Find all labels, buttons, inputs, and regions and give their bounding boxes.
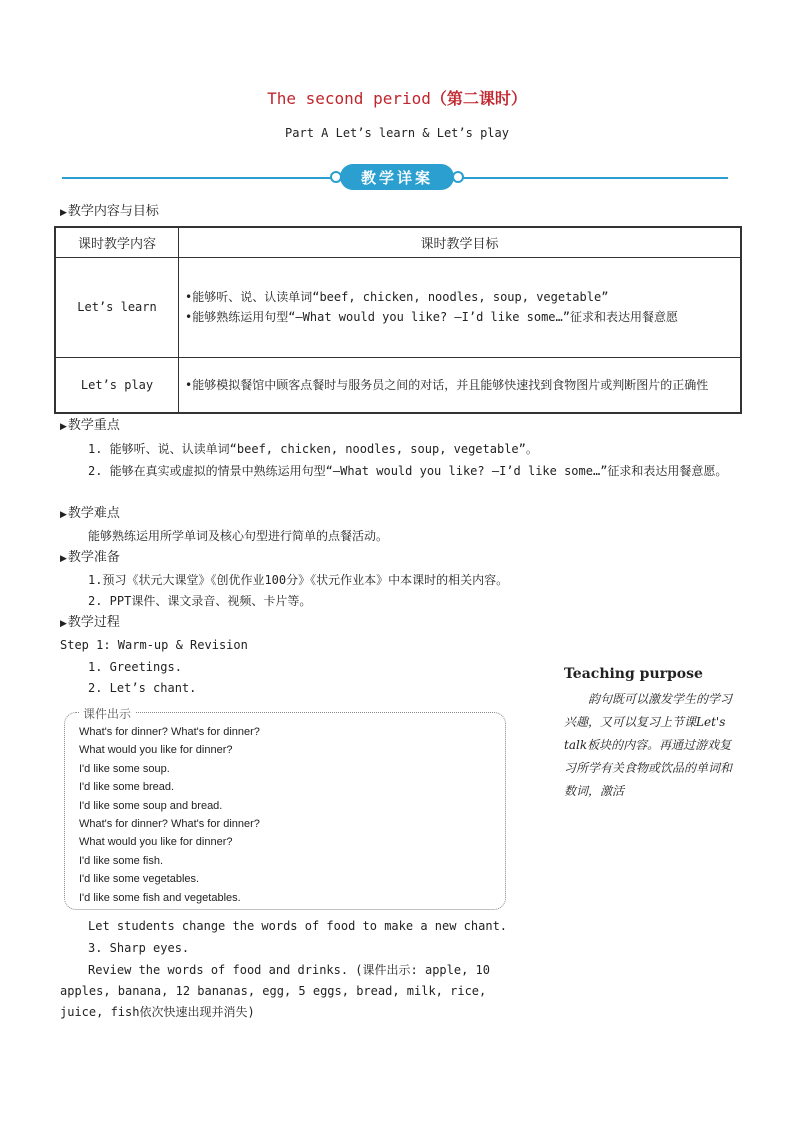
table-cell-content: Let’s learn: [55, 257, 179, 357]
triangle-bullet-icon: ▶: [60, 208, 67, 218]
step-title: Step 1: Warm-up & Revision: [60, 638, 248, 652]
page-title: The second period（第二课时）: [267, 89, 527, 108]
table-header-row: [55, 227, 741, 257]
key-point-item: 2. 能够在真实或虚拟的情景中熟练运用句型“—What would you like? —I’d like some…”征求和表达用餐意愿。: [88, 464, 728, 478]
process-item: 2. Let’s chant.: [88, 681, 197, 695]
key-point-item: 1. 能够听、说、认读单词“beef, chicken, noodles, soup, vegetable”。: [88, 442, 538, 456]
chant-line: I'd like some fish.: [79, 854, 164, 867]
banner-line-right: [456, 177, 728, 179]
triangle-bullet-icon: ▶: [60, 510, 67, 520]
table-row: [55, 257, 741, 357]
table-cell-goals: [179, 257, 742, 357]
section-banner: [328, 164, 466, 190]
preparation-item: 1.预习《状元大课堂》《创优作业100分》《状元作业本》中本课时的相关内容。: [88, 573, 509, 587]
banner-line-left: [62, 177, 338, 179]
goal-item: •能够听、说、认读单词“beef, chicken, noodles, soup, vegetable”: [185, 290, 609, 304]
difficulty-heading: ▶教学难点: [60, 506, 120, 521]
chant-line: What would you like for dinner?: [79, 744, 233, 757]
table-row: [55, 357, 741, 413]
courseware-box: [64, 707, 506, 910]
content-goals-heading: ▶教学内容与目标: [60, 204, 159, 219]
courseware-label: 课件出示: [79, 705, 135, 722]
after-chant-text: Let students change the words of food to make a new chant.: [88, 919, 508, 933]
chant-line: What's for dinner? What's for dinner?: [79, 726, 260, 738]
difficulty-text: 能够熟练运用所学单词及核心句型进行简单的点餐活动。: [88, 529, 389, 543]
chant-line: What's for dinner? What's for dinner?: [79, 818, 260, 831]
teaching-purpose-title: Teaching purpose: [564, 666, 703, 682]
chant-line: What would you like for dinner?: [79, 836, 233, 849]
teaching-purpose-note: [564, 666, 736, 803]
triangle-bullet-icon: ▶: [60, 554, 67, 564]
triangle-bullet-icon: ▶: [60, 422, 67, 432]
chant-line: I'd like some soup and bread.: [79, 799, 223, 812]
preparation-heading: ▶教学准备: [60, 550, 120, 565]
banner-label: 教学详案: [340, 164, 454, 190]
key-points-heading: ▶教学重点: [60, 418, 120, 433]
process-item: 3. Sharp eyes.: [88, 941, 190, 955]
table-header-content: 课时教学内容: [55, 227, 179, 257]
process-item: 1. Greetings.: [88, 660, 182, 674]
table-cell-goals: [179, 357, 742, 413]
page-subtitle: Part A Let’s learn & Let’s play: [285, 126, 509, 140]
chant-line: I'd like some fish and vegetables.: [79, 891, 241, 904]
review-text: Review the words of food and drinks. (课件出示: apple, 10 apples, banana, 12 bananas, egg, 5 eggs, bread, milk, rice, juice, fish依次快速出现并消失): [60, 963, 491, 1019]
goals-table: [54, 226, 742, 414]
table-cell-content: Let’s play: [55, 357, 179, 413]
chant-line: I'd like some vegetables.: [79, 873, 200, 886]
teaching-purpose-body: 韵句既可以激发学生的学习兴趣，又可以复习上节课Let's talk板块的内容。再通过游戏复习所学有关食物或饮品的单词和数词，激活: [564, 692, 733, 798]
goal-item: •能够熟练运用句型“—What would you like? —I’d like some…”征求和表达用餐意愿: [185, 310, 678, 324]
preparation-item: 2. PPT课件、课文录音、视频、卡片等。: [88, 594, 312, 608]
chant-line: I'd like some soup.: [79, 762, 170, 775]
chant-line: I'd like some bread.: [79, 781, 175, 794]
triangle-bullet-icon: ▶: [60, 619, 67, 629]
banner-cap-right: [452, 171, 464, 183]
process-heading: ▶教学过程: [60, 615, 120, 630]
table-header-goals: 课时教学目标: [179, 227, 742, 257]
chant-lines: [79, 723, 260, 907]
goal-item: •能够模拟餐馆中顾客点餐时与服务员之间的对话，并且能够快速找到食物图片或判断图片的正确性: [185, 377, 709, 392]
